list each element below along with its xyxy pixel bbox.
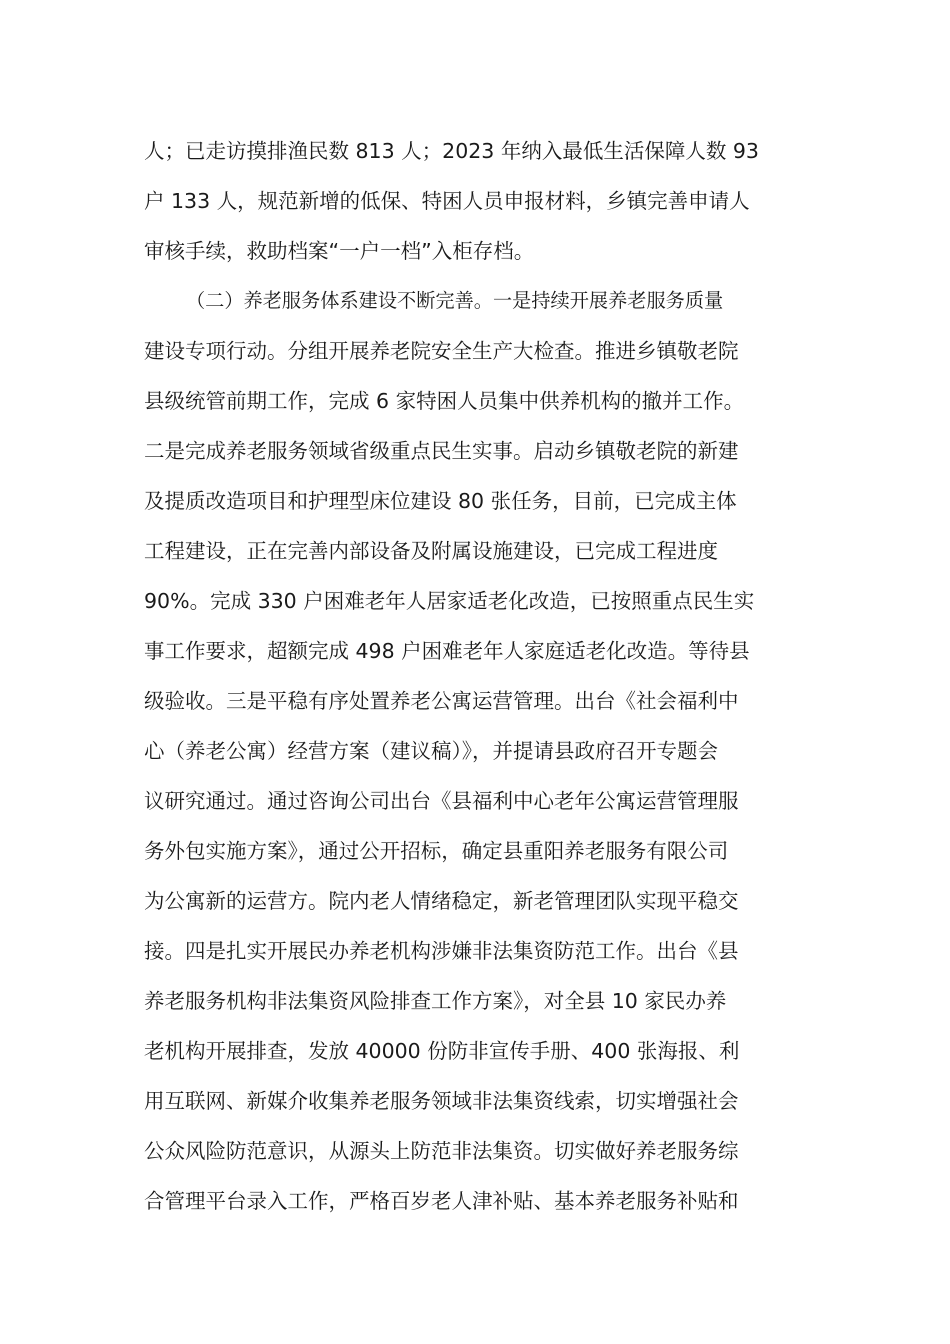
text-line: 心（养老公寓）经营方案（建议稿）》，并提请县政府召开专题会 bbox=[144, 739, 718, 763]
text-line: 养老服务机构非法集资风险排查工作方案》，对全县 10 家民办养 bbox=[144, 989, 727, 1013]
text-line: 二是完成养老服务领域省级重点民生实事。启动乡镇敬老院的新建 bbox=[144, 439, 739, 463]
text-line: 老机构开展排查，发放 40000 份防非宣传手册、400 张海报、利 bbox=[144, 1039, 740, 1063]
text-line: 事工作要求，超额完成 498 户困难老年人家庭适老化改造。等待县 bbox=[144, 639, 750, 663]
text-line: 合管理平台录入工作，严格百岁老人津补贴、基本养老服务补贴和 bbox=[144, 1189, 739, 1213]
text-line: 90%。完成 330 户困难老年人居家适老化改造，已按照重点民生实 bbox=[144, 589, 755, 613]
text-line: 务外包实施方案》，通过公开招标，确定县重阳养老服务有限公司 bbox=[144, 839, 729, 863]
text-line: 县级统管前期工作，完成 6 家特困人员集中供养机构的撤并工作。 bbox=[144, 389, 745, 413]
text-line: 审核手续，救助档案“一户一档”入柜存档。 bbox=[144, 239, 535, 263]
text-line: 用互联网、新媒介收集养老服务领域非法集资线索，切实增强社会 bbox=[144, 1089, 739, 1113]
text-line: 户 133 人，规范新增的低保、特困人员申报材料，乡镇完善申请人 bbox=[144, 189, 750, 213]
text-line: 为公寓新的运营方。院内老人情绪稳定，新老管理团队实现平稳交 bbox=[144, 889, 739, 913]
text-line: 建设专项行动。分组开展养老院安全生产大检查。推进乡镇敬老院 bbox=[144, 339, 739, 363]
text-line: 接。四是扎实开展民办养老机构涉嫌非法集资防范工作。出台《县 bbox=[144, 939, 739, 963]
text-line: 级验收。三是平稳有序处置养老公寓运营管理。出台《社会福利中 bbox=[144, 689, 739, 713]
text-line: 议研究通过。通过咨询公司出台《县福利中心老年公寓运营管理服 bbox=[144, 789, 739, 813]
text-line: 人；已走访摸排渔民数 813 人；2023 年纳入最低生活保障人数 93 bbox=[144, 139, 759, 163]
text-line: 及提质改造项目和护理型床位建设 80 张任务，目前，已完成主体 bbox=[144, 489, 737, 513]
text-line: 工程建设，正在完善内部设备及附属设施建设，已完成工程进度 bbox=[144, 539, 718, 563]
text-line: 公众风险防范意识，从源头上防范非法集资。切实做好养老服务综 bbox=[144, 1139, 739, 1163]
paragraph-start-line: （二）养老服务体系建设不断完善。一是持续开展养老服务质量 bbox=[186, 289, 724, 312]
